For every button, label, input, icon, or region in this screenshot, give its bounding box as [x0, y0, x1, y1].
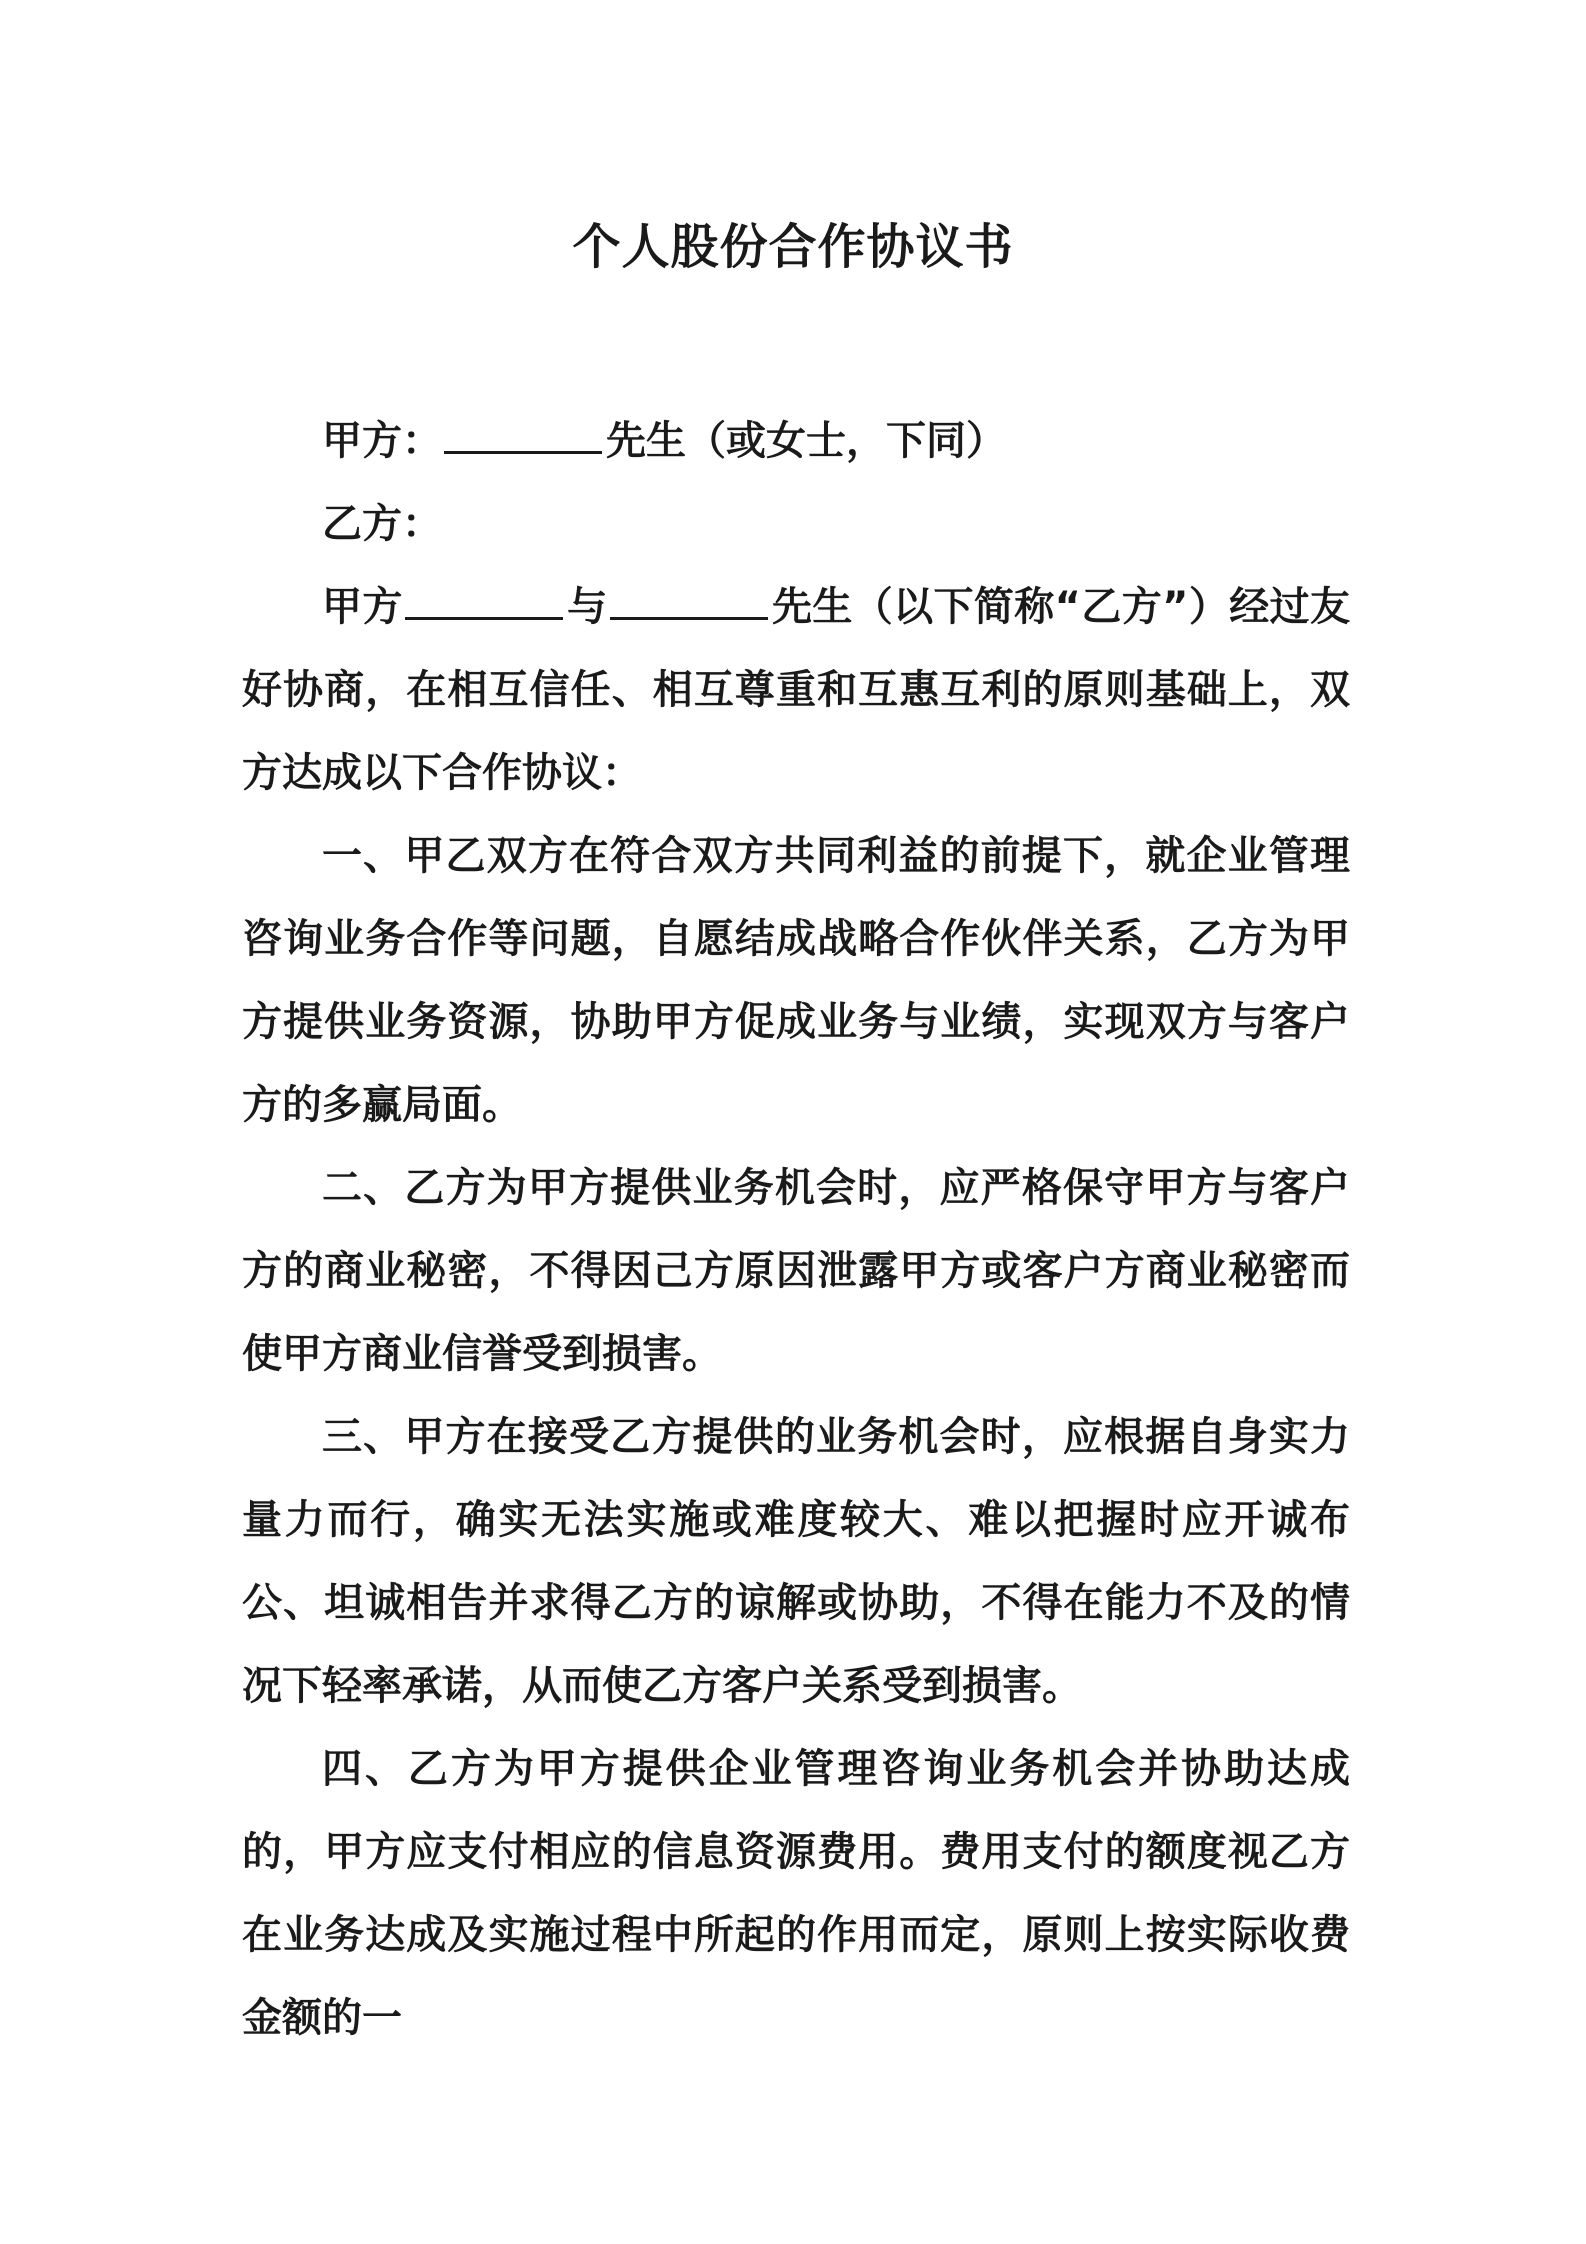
party-b-line	[242, 483, 1350, 566]
party-b-label: 乙方：	[322, 501, 442, 547]
clause-1: 一、甲乙双方在符合双方共同利益的前提下，就企业管理咨询业务合作等问题，自愿结成战略合作伙伴关系，乙方为甲方提供业务资源，协助甲方促成业务与业绩，实现双方与客户方的多赢局面。	[242, 833, 1350, 1128]
intro-part-1: 甲方	[322, 584, 403, 630]
intro-paragraph	[242, 566, 1350, 815]
document-body	[242, 400, 1350, 2060]
clause-2: 二、乙方为甲方提供业务机会时，应严格保守甲方与客户方的商业秘密，不得因己方原因泄露甲方或客户方商业秘密而使甲方商业信誉受到损害。	[242, 1165, 1350, 1377]
intro-blank-1	[405, 583, 563, 620]
clause-3: 三、甲方在接受乙方提供的业务机会时，应根据自身实力量力而行，确实无法实施或难度较大、难以把握时应开诚布公、坦诚相告并求得乙方的谅解或协助，不得在能力不及的情况下轻率承诺，从而使乙方客户关系受到损害。	[242, 1414, 1350, 1709]
party-a-suffix: 先生（或女士，下同）	[606, 418, 1006, 464]
clause-4: 四、乙方为甲方提供企业管理咨询业务机会并协助达成的，甲方应支付相应的信息资源费用。费用支付的额度视乙方在业务达成及实施过程中所起的作用而定，原则上按实际收费金额的一	[242, 1746, 1350, 2041]
intro-part-2: 与	[566, 584, 608, 630]
document-title: 个人股份合作协议书	[572, 219, 1014, 275]
intro-part-3: 先生（以下简称“乙方”）经过友好协商，在相互信任、相互尊重和互惠互利的原则基础上，双方达成以下合作协议：	[242, 584, 1350, 796]
party-a-name-blank	[444, 417, 602, 454]
party-a-label: 甲方：	[322, 418, 442, 464]
party-a-line	[242, 400, 1350, 483]
intro-blank-2	[610, 583, 768, 620]
